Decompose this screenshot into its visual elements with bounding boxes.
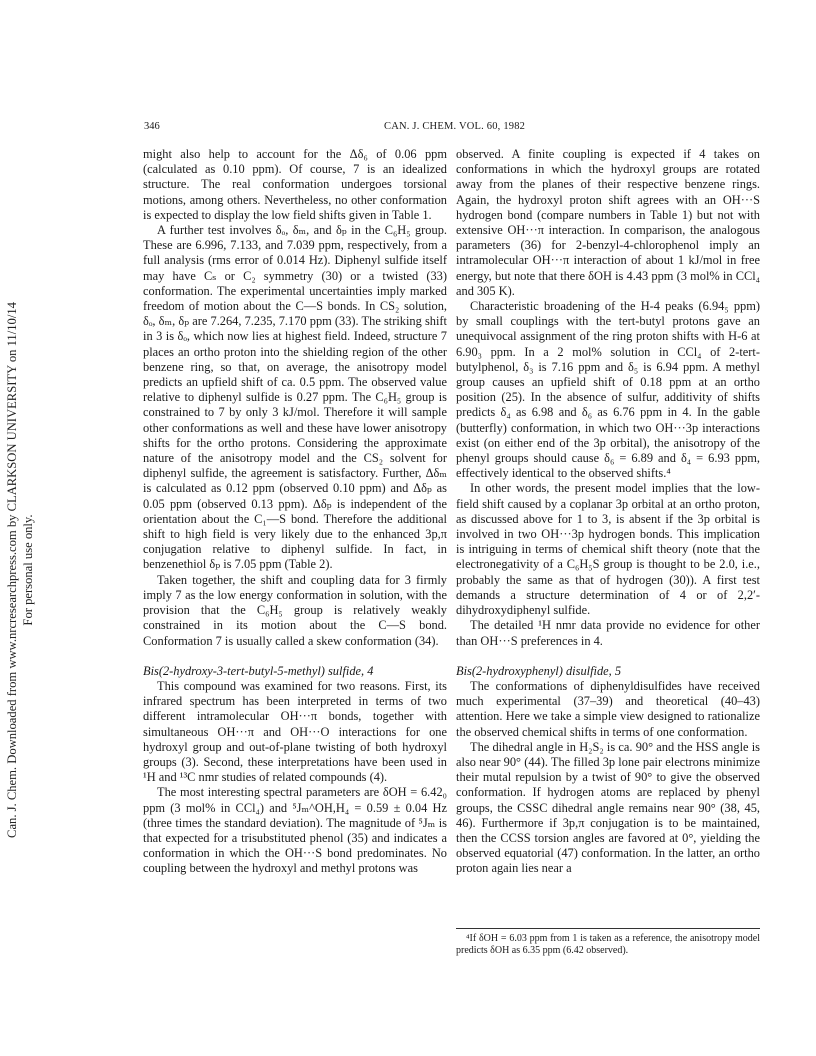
paragraph: The detailed ¹H nmr data provide no evidence for other than OH···S preferences in 4. — [456, 618, 760, 648]
page-number: 346 — [144, 121, 160, 132]
section-heading: Bis(2-hydroxyphenyl) disulfide, 5 — [456, 663, 622, 678]
right-column — [456, 147, 760, 877]
journal-citation: CAN. J. CHEM. VOL. 60, 1982 — [384, 121, 526, 132]
paragraph: This compound was examined for two reasons. First, its infrared spectrum has been interpreted in terms of two different intramolecular OH···π bonds, together with simultaneous OH···π and OH···O interactions for one hydroxyl group and out-of-plane twisting of both hydroxyl groups (3). Second, these interpretations have been used in ¹H and ¹³C nmr studies of related compounds (4). — [143, 678, 447, 785]
download-watermark — [4, 210, 48, 930]
paragraph: Taken together, the shift and coupling data for 3 firmly imply 7 as the low energy conformation in solution, with the provision that the C₆H₅ group is relatively weakly constrained in its motion about the C—S bond. Conformation 7 is usually called a skew conformation (34). — [143, 572, 447, 648]
footnote: ⁴If δOH = 6.03 ppm from 1 is taken as a reference, the anisotropy model predicts δOH as 6.35 ppm (6.42 observed). — [456, 933, 760, 957]
watermark-line-usage: For personal use only. — [21, 514, 35, 626]
left-column — [143, 147, 447, 877]
paragraph: The most interesting spectral parameters are δOH = 6.42₀ ppm (3 mol% in CCl₄) and ⁵Jₘ^OH,H₄ = 0.59 ± 0.04 Hz (three times the standard deviation). The magnitude of ⁵Jₘ is that expected for a trisubstituted phenol (35) and indicates a conformation in which the OH···S bond predominates. No coupling between the hydroxyl and methyl protons was — [143, 785, 447, 876]
paragraph: The dihedral angle in H₂S₂ is ca. 90° and the HSS angle is also near 90° (44). The filled 3p lone pair electrons minimize their mutal repulsion by a twist of 90° to give the observed conformation. If hydrogen atoms are replaced by phenyl groups, the CSSC dihedral angle remains near 90° (38, 45, 46). Furthermore if 3p,π conjugation is to be maintained, then the CCSS torsion angles are favored at 0°, yielding the observed equatorial (47) conformation. In the latter, an ortho proton again lies near a — [456, 739, 760, 876]
section-heading: Bis(2-hydroxy-3-tert-butyl-5-methyl) sulfide, 4 — [143, 663, 374, 678]
paragraph: observed. A finite coupling is expected if 4 takes on conformations in which the hydroxyl groups are rotated away from the planes of their respective benzene rings. Again, the hydroxyl proton shift agrees with an OH···S hydrogen bond (compare numbers in Table 1) but not with extensive OH···π interaction. In comparison, the analogous parameters (36) for 2-benzyl-4-chlorophenol imply an intramolecular OH···π interaction of about 1 kJ/mol in free energy, but note that there δOH is 4.43 ppm (3 mol% in CCl₄ and 305 K). — [456, 147, 760, 298]
paragraph: Characteristic broadening of the H-4 peaks (6.94₅ ppm) by small couplings with the tert-butyl protons gave an unequivocal assignment of the ring proton shifts with H-6 at 6.90₃ ppm. In a 2 mol% solution in CCl₄ of 2-tert-butylphenol, δ₃ is 7.16 ppm and δ₅ is 6.94 ppm. A methyl group causes an upfield shift of 0.18 ppm at an ortho position (25). In the absence of sulfur, additivity of shifts predicts δ₄ as 6.98 and δ₆ as 6.76 ppm in 4. In the gable (butterfly) conformation, in which two OH···3p interactions exist (on either end of the 3p orbital), the anisotropy of the phenyl groups should cause δ₆ = 6.89 and δ₄ = 6.93 ppm, effectively identical to the observed shifts.⁴ — [456, 299, 760, 481]
running-header — [144, 121, 804, 135]
paragraph: might also help to account for the Δδ₆ of 0.06 ppm (calculated as 0.10 ppm). Of course, 7 is an idealized structure. The real conformation undergoes torsional motions, among others. Nevertheless, no other conformation is expected to display the low field shifts given in Table 1. — [143, 147, 447, 222]
paragraph: The conformations of diphenyldisulfides have received much experimental (37–39) and theoretical (40–43) attention. Here we take a simple view designed to rationalize the observed chemical shifts in terms of one conformation. — [456, 678, 760, 739]
footnote-block — [456, 928, 760, 958]
paragraph: A further test involves δₒ, δₘ, and δₚ in the C₆H₅ group. These are 6.996, 7.133, and 7.039 ppm, respectively, from a full analysis (rms error of 0.014 Hz). Diphenyl sulfide itself may have Cₛ or C₂ symmetry (30) or a twisted (33) conformation. The experimental uncertainties imply marked freedom of motion about the C—S bonds. In CS₂ solution, δₒ, δₘ, δₚ are 7.264, 7.235, 7.170 ppm (33). The striking shift in 3 is δₒ, which now lies at highest field. Indeed, structure 7 places an ortho proton into the shielding region of the other benzene ring, so that, on average, the anisotropy model predicts an upfield shift of ca. 0.5 ppm. The observed value relative to diphenyl sulfide is 0.27 ppm. The C₆H₅ group is constrained to 7 by only 3 kJ/mol. Therefore it will sample other conformations as well and these have lower anisotropy shifts for the ortho protons. Considering the approximate nature of the anisotropy model and the CS₂ solvent for diphenyl sulfide, the agreement is satisfactory. Further, Δδₘ is calculated as 0.12 ppm (observed 0.10 ppm) and Δδₚ as 0.05 ppm (observed 0.13 ppm). Δδₚ is independent of the orientation about the C₁—S bond. Therefore the additional shift to high field is very likely due to the enhanced 3p,π conjugation relative to diphenyl sulfide. In fact, in benzenethiol δₚ is 7.05 ppm (Table 2). — [143, 223, 447, 572]
watermark-line-source: Can. J. Chem. Downloaded from www.nrcresearchpress.com by CLARKSON UNIVERSITY on 11/10/14 — [5, 302, 19, 838]
paragraph: In other words, the present model implies that the low-field shift caused by a coplanar 3p orbital at an ortho proton, as discussed above for 1 to 3, is absent if the 3p orbital is involved in two OH···3p hydrogen bonds. This implication is intriguing in terms of chemical shift theory (note that the electronegativity of a C₆H₅S group is thought to be 2.0, i.e., probably the same as that of hydrogen (30)). A first test demands a structure determination of 4 or of 2,2′-dihydroxydiphenyl sulfide. — [456, 481, 760, 618]
